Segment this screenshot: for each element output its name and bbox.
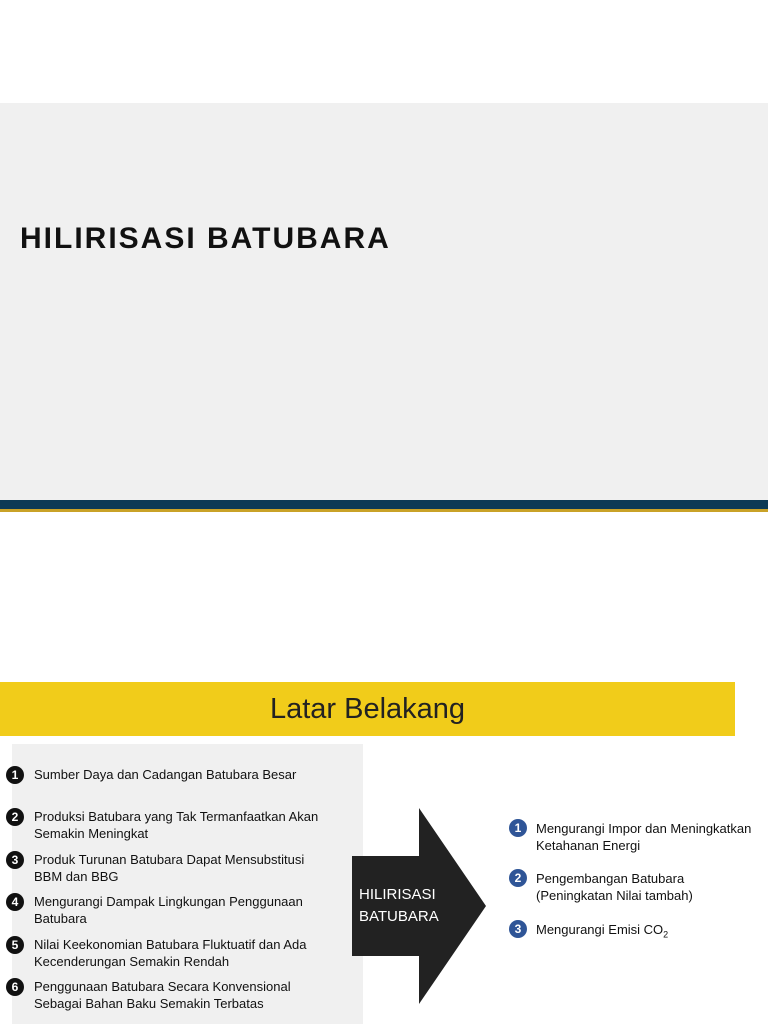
title-slide-panel [0,103,768,500]
outcome-text-wrapper [536,921,764,944]
slide-title: HILIRISASI BATUBARA [20,222,391,255]
number-badge: 1 [6,766,24,784]
outcome-number-badge: 2 [509,869,527,887]
outcome-text: Pengembangan Batubara (Peningkatan Nilai tambah) [536,871,693,903]
background-item-text: Sumber Daya dan Cadangan Batubara Besar [34,767,297,782]
navy-divider-bar [0,500,768,509]
background-item-text: Nilai Keekonomian Batubara Fluktuatif dan Ada Kecenderungan Semakin Rendah [34,937,307,969]
co2-subscript: 2 [663,929,669,940]
section-banner [0,682,735,736]
number-badge: 4 [6,893,24,911]
background-item-text: Produk Turunan Batubara Dapat Mensubstitusi BBM dan BBG [34,852,305,884]
outcome-number-badge: 3 [509,920,527,938]
arrow-label: HILIRISASI BATUBARA [359,886,439,925]
background-item-text: Penggunaan Batubara Secara Konvensional Sebagai Bahan Baku Semakin Terbatas [34,979,291,1011]
number-badge: 2 [6,808,24,826]
gold-divider-bar [0,509,768,512]
outcome-text: Mengurangi Impor dan Meningkatkan Ketahanan Energi [536,821,752,853]
number-badge: 5 [6,936,24,954]
outcome-number-badge: 1 [509,819,527,837]
background-item-text: Produksi Batubara yang Tak Termanfaatkan Akan Semakin Meningkat [34,809,319,841]
outcome-text: Mengurangi Emisi CO [536,922,664,937]
banner-title: Latar Belakang [269,693,466,725]
background-item-text: Mengurangi Dampak Lingkungan Penggunaan Batubara [34,894,303,926]
number-badge: 6 [6,978,24,996]
number-badge: 3 [6,851,24,869]
